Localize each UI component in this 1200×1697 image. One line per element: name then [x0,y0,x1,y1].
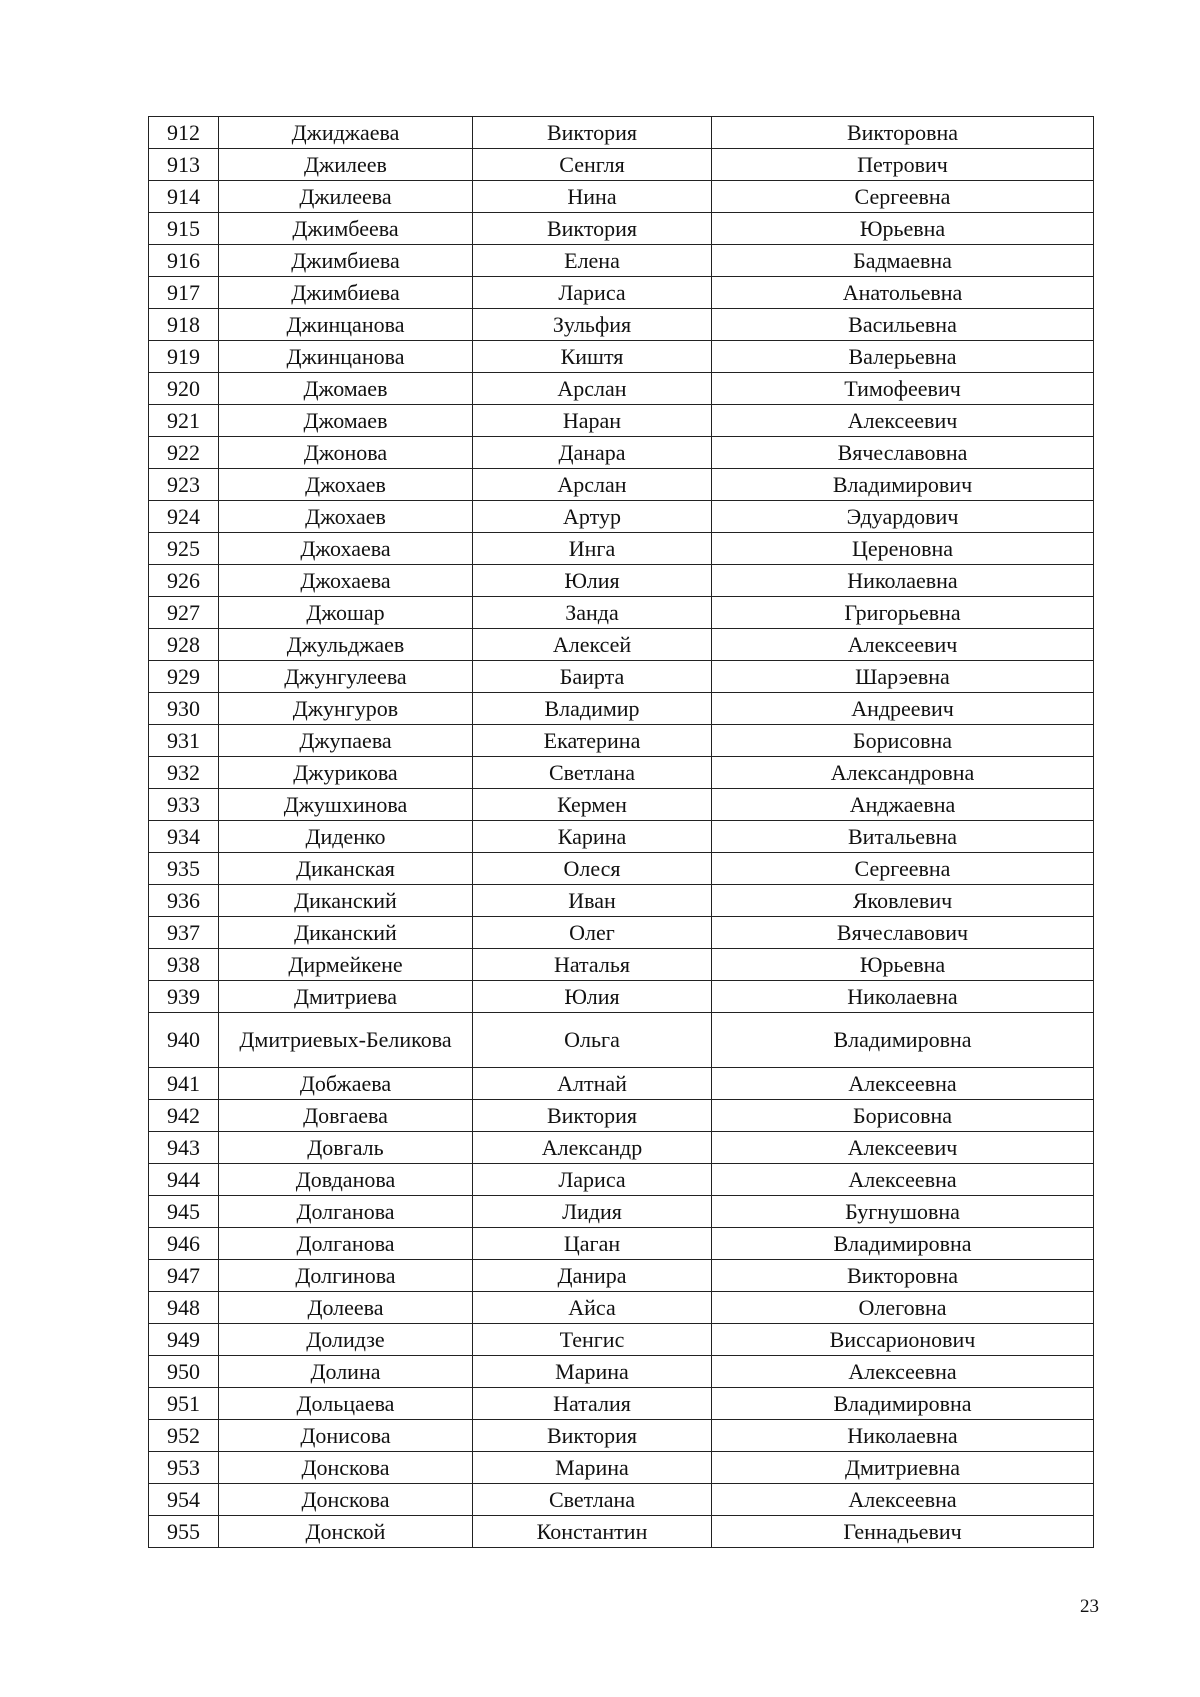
table-row [149,1196,1094,1228]
table-row [149,1484,1094,1516]
last-name-cell: Дирмейкене [219,949,473,981]
patronymic-cell: Викторовна [712,1260,1094,1292]
row-number-cell: 955 [149,1516,219,1548]
last-name-cell: Джиджаева [219,117,473,149]
row-number-cell: 918 [149,309,219,341]
table-row [149,693,1094,725]
table-row [149,1516,1094,1548]
last-name-cell: Джупаева [219,725,473,757]
first-name-cell: Александр [473,1132,712,1164]
table-row [149,245,1094,277]
table-row [149,821,1094,853]
patronymic-cell: Яковлевич [712,885,1094,917]
table-row [149,501,1094,533]
last-name-cell: Джунгулеева [219,661,473,693]
table-row [149,1068,1094,1100]
first-name-cell: Марина [473,1452,712,1484]
table-row [149,725,1094,757]
patronymic-cell: Цереновна [712,533,1094,565]
table-row [149,469,1094,501]
first-name-cell: Тенгис [473,1324,712,1356]
first-name-cell: Олег [473,917,712,949]
table-row [149,853,1094,885]
row-number-cell: 934 [149,821,219,853]
row-number-cell: 922 [149,437,219,469]
table-row [149,405,1094,437]
first-name-cell: Занда [473,597,712,629]
row-number-cell: 930 [149,693,219,725]
last-name-cell: Джунгуров [219,693,473,725]
last-name-cell: Долидзе [219,1324,473,1356]
table-row [149,181,1094,213]
first-name-cell: Данара [473,437,712,469]
last-name-cell: Джохаева [219,565,473,597]
patronymic-cell: Валерьевна [712,341,1094,373]
table-row [149,949,1094,981]
first-name-cell: Иван [473,885,712,917]
first-name-cell: Ольга [473,1013,712,1068]
patronymic-cell: Олеговна [712,1292,1094,1324]
first-name-cell: Лидия [473,1196,712,1228]
row-number-cell: 939 [149,981,219,1013]
row-number-cell: 952 [149,1420,219,1452]
table-row [149,1452,1094,1484]
row-number-cell: 932 [149,757,219,789]
last-name-cell: Джомаев [219,373,473,405]
patronymic-cell: Алексеевич [712,629,1094,661]
row-number-cell: 945 [149,1196,219,1228]
last-name-cell: Диденко [219,821,473,853]
first-name-cell: Марина [473,1356,712,1388]
last-name-cell: Долеева [219,1292,473,1324]
last-name-cell: Диканская [219,853,473,885]
table-row [149,437,1094,469]
row-number-cell: 915 [149,213,219,245]
first-name-cell: Нина [473,181,712,213]
table-row [149,789,1094,821]
table-row [149,757,1094,789]
patronymic-cell: Витальевна [712,821,1094,853]
first-name-cell: Баирта [473,661,712,693]
patronymic-cell: Борисовна [712,1100,1094,1132]
first-name-cell: Константин [473,1516,712,1548]
last-name-cell: Донисова [219,1420,473,1452]
patronymic-cell: Бугнушовна [712,1196,1094,1228]
first-name-cell: Виктория [473,213,712,245]
row-number-cell: 938 [149,949,219,981]
last-name-cell: Джурикова [219,757,473,789]
first-name-cell: Светлана [473,757,712,789]
last-name-cell: Джимбеева [219,213,473,245]
first-name-cell: Владимир [473,693,712,725]
last-name-cell: Довданова [219,1164,473,1196]
first-name-cell: Арслан [473,469,712,501]
patronymic-cell: Анатольевна [712,277,1094,309]
first-name-cell: Кермен [473,789,712,821]
last-name-cell: Джохаев [219,469,473,501]
row-number-cell: 940 [149,1013,219,1068]
first-name-cell: Наталья [473,949,712,981]
patronymic-cell: Алексеевна [712,1164,1094,1196]
last-name-cell: Довгаева [219,1100,473,1132]
last-name-cell: Джульджаев [219,629,473,661]
row-number-cell: 944 [149,1164,219,1196]
row-number-cell: 921 [149,405,219,437]
last-name-cell: Долганова [219,1228,473,1260]
table-row [149,981,1094,1013]
patronymic-cell: Тимофеевич [712,373,1094,405]
patronymic-cell: Бадмаевна [712,245,1094,277]
last-name-cell: Долганова [219,1196,473,1228]
last-name-cell: Джимбиева [219,277,473,309]
patronymic-cell: Александровна [712,757,1094,789]
last-name-cell: Джилеев [219,149,473,181]
row-number-cell: 937 [149,917,219,949]
first-name-cell: Артур [473,501,712,533]
page-number: 23 [1080,1596,1099,1617]
last-name-cell: Диканский [219,885,473,917]
row-number-cell: 943 [149,1132,219,1164]
patronymic-cell: Алексеевна [712,1484,1094,1516]
row-number-cell: 927 [149,597,219,629]
row-number-cell: 933 [149,789,219,821]
patronymic-cell: Владимировна [712,1388,1094,1420]
patronymic-cell: Владимировна [712,1228,1094,1260]
first-name-cell: Зульфия [473,309,712,341]
first-name-cell: Юлия [473,565,712,597]
patronymic-cell: Николаевна [712,1420,1094,1452]
patronymic-cell: Сергеевна [712,181,1094,213]
table-row [149,629,1094,661]
table-row [149,117,1094,149]
last-name-cell: Джошар [219,597,473,629]
row-number-cell: 953 [149,1452,219,1484]
first-name-cell: Юлия [473,981,712,1013]
table-body [149,117,1094,1548]
first-name-cell: Инга [473,533,712,565]
table-row [149,1420,1094,1452]
last-name-cell: Дмитриевых-Беликова [219,1013,473,1068]
row-number-cell: 920 [149,373,219,405]
patronymic-cell: Вячеславович [712,917,1094,949]
table-row [149,213,1094,245]
row-number-cell: 941 [149,1068,219,1100]
row-number-cell: 929 [149,661,219,693]
last-name-cell: Диканский [219,917,473,949]
first-name-cell: Олеся [473,853,712,885]
first-name-cell: Наран [473,405,712,437]
patronymic-cell: Алексеевна [712,1356,1094,1388]
first-name-cell: Екатерина [473,725,712,757]
last-name-cell: Донскова [219,1484,473,1516]
row-number-cell: 948 [149,1292,219,1324]
row-number-cell: 913 [149,149,219,181]
row-number-cell: 950 [149,1356,219,1388]
patronymic-cell: Виссарионович [712,1324,1094,1356]
name-list-table [148,116,1094,1548]
first-name-cell: Сенгля [473,149,712,181]
first-name-cell: Виктория [473,1420,712,1452]
patronymic-cell: Григорьевна [712,597,1094,629]
first-name-cell: Виктория [473,1100,712,1132]
table-row [149,661,1094,693]
patronymic-cell: Владимирович [712,469,1094,501]
last-name-cell: Долгинова [219,1260,473,1292]
patronymic-cell: Дмитриевна [712,1452,1094,1484]
first-name-cell: Айса [473,1292,712,1324]
row-number-cell: 949 [149,1324,219,1356]
first-name-cell: Виктория [473,117,712,149]
first-name-cell: Киштя [473,341,712,373]
patronymic-cell: Эдуардович [712,501,1094,533]
row-number-cell: 925 [149,533,219,565]
first-name-cell: Елена [473,245,712,277]
first-name-cell: Алексей [473,629,712,661]
row-number-cell: 912 [149,117,219,149]
row-number-cell: 931 [149,725,219,757]
last-name-cell: Долина [219,1356,473,1388]
table-row [149,1292,1094,1324]
patronymic-cell: Владимировна [712,1013,1094,1068]
table-row [149,1228,1094,1260]
row-number-cell: 914 [149,181,219,213]
first-name-cell: Арслан [473,373,712,405]
first-name-cell: Лариса [473,1164,712,1196]
patronymic-cell: Юрьевна [712,213,1094,245]
last-name-cell: Добжаева [219,1068,473,1100]
patronymic-cell: Алексеевич [712,405,1094,437]
row-number-cell: 916 [149,245,219,277]
row-number-cell: 935 [149,853,219,885]
row-number-cell: 936 [149,885,219,917]
row-number-cell: 946 [149,1228,219,1260]
row-number-cell: 917 [149,277,219,309]
table-row [149,1164,1094,1196]
table-row [149,149,1094,181]
first-name-cell: Светлана [473,1484,712,1516]
patronymic-cell: Алексеевна [712,1068,1094,1100]
last-name-cell: Довгаль [219,1132,473,1164]
patronymic-cell: Алексеевич [712,1132,1094,1164]
row-number-cell: 919 [149,341,219,373]
patronymic-cell: Петрович [712,149,1094,181]
last-name-cell: Донскова [219,1452,473,1484]
row-number-cell: 923 [149,469,219,501]
last-name-cell: Дмитриева [219,981,473,1013]
table-row [149,885,1094,917]
patronymic-cell: Анджаевна [712,789,1094,821]
table-row [149,277,1094,309]
patronymic-cell: Николаевна [712,981,1094,1013]
last-name-cell: Джимбиева [219,245,473,277]
patronymic-cell: Борисовна [712,725,1094,757]
table-row [149,533,1094,565]
last-name-cell: Джохаева [219,533,473,565]
table-row [149,917,1094,949]
patronymic-cell: Андреевич [712,693,1094,725]
first-name-cell: Лариса [473,277,712,309]
first-name-cell: Карина [473,821,712,853]
first-name-cell: Данира [473,1260,712,1292]
table-row [149,309,1094,341]
table-row [149,1132,1094,1164]
table-row [149,341,1094,373]
first-name-cell: Цаган [473,1228,712,1260]
table-row [149,1100,1094,1132]
table-row [149,1013,1094,1068]
patronymic-cell: Юрьевна [712,949,1094,981]
row-number-cell: 924 [149,501,219,533]
first-name-cell: Наталия [473,1388,712,1420]
last-name-cell: Донской [219,1516,473,1548]
last-name-cell: Дольцаева [219,1388,473,1420]
first-name-cell: Алтнай [473,1068,712,1100]
row-number-cell: 947 [149,1260,219,1292]
table-row [149,1324,1094,1356]
patronymic-cell: Геннадьевич [712,1516,1094,1548]
row-number-cell: 928 [149,629,219,661]
patronymic-cell: Шарэевна [712,661,1094,693]
patronymic-cell: Вячеславовна [712,437,1094,469]
row-number-cell: 942 [149,1100,219,1132]
patronymic-cell: Николаевна [712,565,1094,597]
last-name-cell: Джинцанова [219,341,473,373]
row-number-cell: 926 [149,565,219,597]
table-row [149,1356,1094,1388]
patronymic-cell: Васильевна [712,309,1094,341]
patronymic-cell: Викторовна [712,117,1094,149]
last-name-cell: Джохаев [219,501,473,533]
table-row [149,565,1094,597]
patronymic-cell: Сергеевна [712,853,1094,885]
row-number-cell: 951 [149,1388,219,1420]
last-name-cell: Джилеева [219,181,473,213]
row-number-cell: 954 [149,1484,219,1516]
last-name-cell: Джушхинова [219,789,473,821]
table-row [149,373,1094,405]
table-row [149,597,1094,629]
last-name-cell: Джомаев [219,405,473,437]
table-row [149,1388,1094,1420]
last-name-cell: Джонова [219,437,473,469]
last-name-cell: Джинцанова [219,309,473,341]
table-row [149,1260,1094,1292]
